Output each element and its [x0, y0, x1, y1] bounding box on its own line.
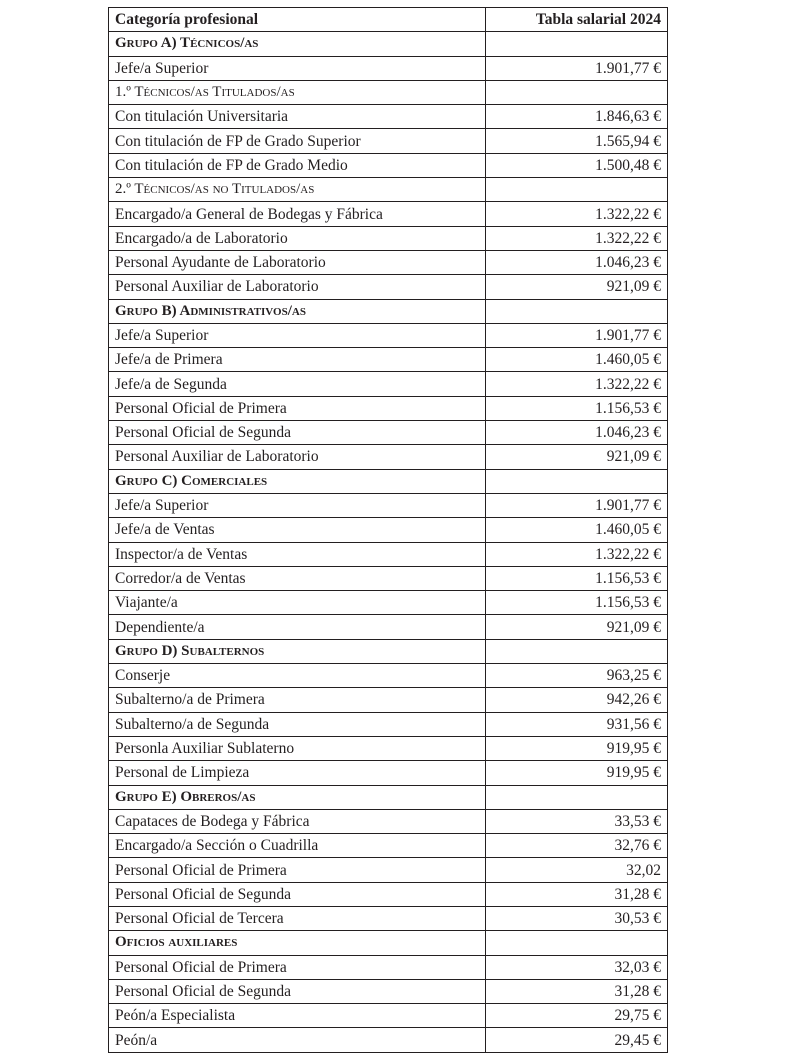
salary-cell: 919,95 €	[486, 761, 668, 785]
category-cell: Personal Oficial de Segunda	[109, 421, 486, 445]
table-row	[109, 882, 668, 906]
table-row	[109, 493, 668, 517]
group-heading-row	[109, 469, 668, 493]
salary-cell: 942,26 €	[486, 688, 668, 712]
table-row	[109, 615, 668, 639]
category-cell: Personal Oficial de Primera	[109, 396, 486, 420]
category-cell: Peón/a Especialista	[109, 1004, 486, 1028]
table-row	[109, 566, 668, 590]
table-row	[109, 955, 668, 979]
salary-cell: 1.460,05 €	[486, 518, 668, 542]
salary-cell	[486, 931, 668, 955]
table-header-row	[109, 8, 668, 32]
salary-cell: 1.846,63 €	[486, 105, 668, 129]
category-cell: Personal de Limpieza	[109, 761, 486, 785]
category-cell: Jefe/a de Ventas	[109, 518, 486, 542]
table-row	[109, 518, 668, 542]
group-label: Grupo B) Administrativos/as	[109, 299, 486, 323]
category-cell: Jefe/a de Segunda	[109, 372, 486, 396]
salary-cell: 29,45 €	[486, 1028, 668, 1052]
salary-cell: 1.322,22 €	[486, 226, 668, 250]
table-row	[109, 56, 668, 80]
salary-cell: 31,28 €	[486, 882, 668, 906]
salary-cell: 32,76 €	[486, 834, 668, 858]
salary-cell	[486, 178, 668, 202]
group-label: Oficios auxiliares	[109, 931, 486, 955]
table-row	[109, 1028, 668, 1052]
salary-cell: 1.322,22 €	[486, 542, 668, 566]
table-row	[109, 153, 668, 177]
group-label: 2.º Técnicos/as no Titulados/as	[109, 178, 486, 202]
group-label: 1.º Técnicos/as Titulados/as	[109, 80, 486, 104]
table-row	[109, 372, 668, 396]
table-row	[109, 809, 668, 833]
table-row	[109, 275, 668, 299]
category-cell: Dependiente/a	[109, 615, 486, 639]
salary-cell	[486, 80, 668, 104]
table-row	[109, 736, 668, 760]
category-cell: Jefe/a Superior	[109, 56, 486, 80]
category-cell: Personal Ayudante de Laboratorio	[109, 250, 486, 274]
category-cell: Peón/a	[109, 1028, 486, 1052]
salary-cell: 1.901,77 €	[486, 56, 668, 80]
category-cell: Personal Auxiliar de Laboratorio	[109, 445, 486, 469]
salary-cell: 1.565,94 €	[486, 129, 668, 153]
group-label: Grupo C) Comerciales	[109, 469, 486, 493]
table-row	[109, 202, 668, 226]
group-heading-row	[109, 931, 668, 955]
category-cell: Personal Oficial de Primera	[109, 955, 486, 979]
category-cell: Viajante/a	[109, 591, 486, 615]
table-row	[109, 858, 668, 882]
group-heading-row	[109, 639, 668, 663]
table-row	[109, 834, 668, 858]
category-cell: Jefe/a Superior	[109, 493, 486, 517]
table-row	[109, 421, 668, 445]
salary-cell: 31,28 €	[486, 979, 668, 1003]
salary-cell: 1.901,77 €	[486, 493, 668, 517]
salary-cell: 931,56 €	[486, 712, 668, 736]
table-row	[109, 761, 668, 785]
category-cell: Encargado/a General de Bodegas y Fábrica	[109, 202, 486, 226]
salary-cell: 1.046,23 €	[486, 250, 668, 274]
category-cell: Capataces de Bodega y Fábrica	[109, 809, 486, 833]
category-cell: Personla Auxiliar Sublaterno	[109, 736, 486, 760]
subgroup-heading-row	[109, 178, 668, 202]
group-heading-row	[109, 785, 668, 809]
category-cell: Con titulación de FP de Grado Medio	[109, 153, 486, 177]
group-heading-row	[109, 299, 668, 323]
salary-cell: 1.156,53 €	[486, 396, 668, 420]
category-cell: Personal Auxiliar de Laboratorio	[109, 275, 486, 299]
salary-cell: 1.156,53 €	[486, 591, 668, 615]
salary-cell: 32,02	[486, 858, 668, 882]
category-cell: Con titulación de FP de Grado Superior	[109, 129, 486, 153]
salary-cell	[486, 299, 668, 323]
header-category: Categoría profesional	[109, 8, 486, 32]
salary-cell: 921,09 €	[486, 615, 668, 639]
salary-cell: 1.901,77 €	[486, 323, 668, 347]
salary-cell	[486, 785, 668, 809]
table-row	[109, 105, 668, 129]
salary-cell: 919,95 €	[486, 736, 668, 760]
table-row	[109, 906, 668, 930]
table-row	[109, 226, 668, 250]
table-row	[109, 542, 668, 566]
salary-cell: 921,09 €	[486, 445, 668, 469]
table-row	[109, 250, 668, 274]
salary-cell: 1.046,23 €	[486, 421, 668, 445]
category-cell: Personal Oficial de Primera	[109, 858, 486, 882]
salary-cell: 29,75 €	[486, 1004, 668, 1028]
salary-table	[108, 7, 668, 1053]
category-cell: Corredor/a de Ventas	[109, 566, 486, 590]
table-row	[109, 664, 668, 688]
table-row	[109, 688, 668, 712]
salary-cell: 1.156,53 €	[486, 566, 668, 590]
table-row	[109, 396, 668, 420]
salary-cell: 1.322,22 €	[486, 202, 668, 226]
table-row	[109, 445, 668, 469]
header-salary: Tabla salarial 2024	[486, 8, 668, 32]
salary-cell	[486, 469, 668, 493]
category-cell: Encargado/a Sección o Cuadrilla	[109, 834, 486, 858]
salary-cell: 30,53 €	[486, 906, 668, 930]
category-cell: Jefe/a Superior	[109, 323, 486, 347]
category-cell: Inspector/a de Ventas	[109, 542, 486, 566]
salary-cell: 1.460,05 €	[486, 348, 668, 372]
salary-cell: 32,03 €	[486, 955, 668, 979]
salary-cell	[486, 32, 668, 56]
category-cell: Encargado/a de Laboratorio	[109, 226, 486, 250]
salary-cell	[486, 639, 668, 663]
category-cell: Subalterno/a de Primera	[109, 688, 486, 712]
group-label: Grupo A) Técnicos/as	[109, 32, 486, 56]
category-cell: Jefe/a de Primera	[109, 348, 486, 372]
table-body	[109, 32, 668, 1052]
salary-cell: 1.322,22 €	[486, 372, 668, 396]
group-label: Grupo E) Obreros/as	[109, 785, 486, 809]
table-row	[109, 1004, 668, 1028]
salary-cell: 921,09 €	[486, 275, 668, 299]
category-cell: Personal Oficial de Tercera	[109, 906, 486, 930]
table-row	[109, 348, 668, 372]
group-heading-row	[109, 32, 668, 56]
category-cell: Con titulación Universitaria	[109, 105, 486, 129]
table-row	[109, 129, 668, 153]
table-row	[109, 979, 668, 1003]
category-cell: Personal Oficial de Segunda	[109, 979, 486, 1003]
category-cell: Subalterno/a de Segunda	[109, 712, 486, 736]
salary-cell: 963,25 €	[486, 664, 668, 688]
subgroup-heading-row	[109, 80, 668, 104]
salary-cell: 1.500,48 €	[486, 153, 668, 177]
table-row	[109, 591, 668, 615]
category-cell: Personal Oficial de Segunda	[109, 882, 486, 906]
salary-cell: 33,53 €	[486, 809, 668, 833]
group-label: Grupo D) Subalternos	[109, 639, 486, 663]
category-cell: Conserje	[109, 664, 486, 688]
table-row	[109, 712, 668, 736]
table-row	[109, 323, 668, 347]
